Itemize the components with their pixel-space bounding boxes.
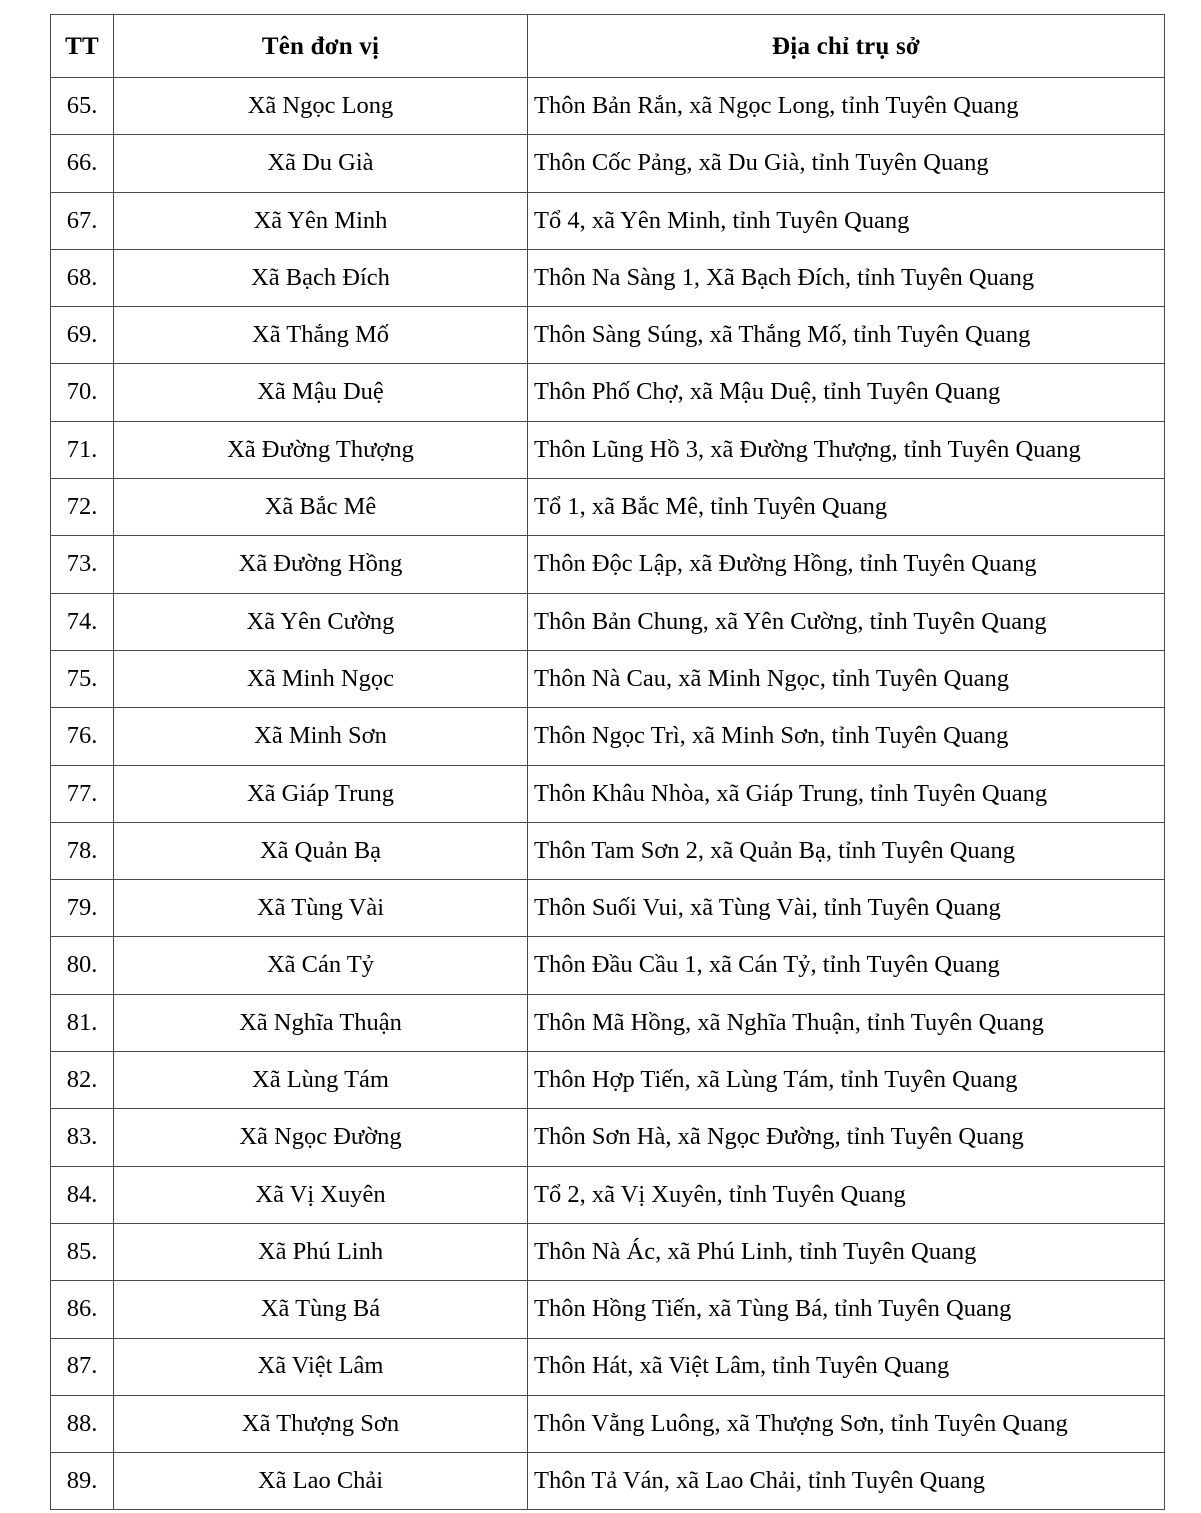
unit-name-cell: Xã Minh Sơn bbox=[114, 708, 528, 765]
row-index-cell: 85. bbox=[51, 1223, 114, 1280]
unit-address-cell: Thôn Hợp Tiến, xã Lùng Tám, tỉnh Tuyên Quang bbox=[528, 1052, 1165, 1109]
row-index-cell: 77. bbox=[51, 765, 114, 822]
unit-address-cell: Thôn Cốc Pảng, xã Du Già, tỉnh Tuyên Quang bbox=[528, 135, 1165, 192]
table-row bbox=[51, 650, 1165, 707]
table-row bbox=[51, 479, 1165, 536]
unit-address-cell: Thôn Sàng Súng, xã Thắng Mố, tỉnh Tuyên Quang bbox=[528, 307, 1165, 364]
unit-address-cell: Thôn Đầu Cầu 1, xã Cán Tỷ, tỉnh Tuyên Quang bbox=[528, 937, 1165, 994]
column-header-name: Tên đơn vị bbox=[114, 15, 528, 78]
unit-address-cell: Tổ 2, xã Vị Xuyên, tỉnh Tuyên Quang bbox=[528, 1166, 1165, 1223]
table-row bbox=[51, 1453, 1165, 1510]
table-row bbox=[51, 1395, 1165, 1452]
unit-address-cell: Thôn Lũng Hồ 3, xã Đường Thượng, tỉnh Tuyên Quang bbox=[528, 421, 1165, 478]
unit-name-cell: Xã Ngọc Đường bbox=[114, 1109, 528, 1166]
unit-name-cell: Xã Đường Thượng bbox=[114, 421, 528, 478]
row-index-cell: 87. bbox=[51, 1338, 114, 1395]
unit-address-cell: Thôn Na Sàng 1, Xã Bạch Đích, tỉnh Tuyên Quang bbox=[528, 249, 1165, 306]
administrative-units-table bbox=[50, 14, 1165, 1510]
unit-address-cell: Thôn Ngọc Trì, xã Minh Sơn, tỉnh Tuyên Quang bbox=[528, 708, 1165, 765]
unit-name-cell: Xã Lao Chải bbox=[114, 1453, 528, 1510]
table-row bbox=[51, 307, 1165, 364]
table-row bbox=[51, 937, 1165, 994]
table-header bbox=[51, 15, 1165, 78]
unit-name-cell: Xã Thắng Mố bbox=[114, 307, 528, 364]
column-header-tt: TT bbox=[51, 15, 114, 78]
unit-address-cell: Thôn Khâu Nhòa, xã Giáp Trung, tỉnh Tuyên Quang bbox=[528, 765, 1165, 822]
row-index-cell: 83. bbox=[51, 1109, 114, 1166]
unit-address-cell: Thôn Tả Ván, xã Lao Chải, tỉnh Tuyên Quang bbox=[528, 1453, 1165, 1510]
unit-address-cell: Thôn Hồng Tiến, xã Tùng Bá, tỉnh Tuyên Quang bbox=[528, 1281, 1165, 1338]
table-row bbox=[51, 135, 1165, 192]
unit-name-cell: Xã Vị Xuyên bbox=[114, 1166, 528, 1223]
table-row bbox=[51, 249, 1165, 306]
table-row bbox=[51, 708, 1165, 765]
row-index-cell: 68. bbox=[51, 249, 114, 306]
table-row bbox=[51, 593, 1165, 650]
unit-address-cell: Thôn Độc Lập, xã Đường Hồng, tỉnh Tuyên Quang bbox=[528, 536, 1165, 593]
unit-name-cell: Xã Tùng Vài bbox=[114, 880, 528, 937]
table-body bbox=[51, 78, 1165, 1510]
row-index-cell: 66. bbox=[51, 135, 114, 192]
unit-address-cell: Thôn Nà Ác, xã Phú Linh, tỉnh Tuyên Quang bbox=[528, 1223, 1165, 1280]
row-index-cell: 76. bbox=[51, 708, 114, 765]
row-index-cell: 67. bbox=[51, 192, 114, 249]
row-index-cell: 71. bbox=[51, 421, 114, 478]
row-index-cell: 65. bbox=[51, 78, 114, 135]
unit-name-cell: Xã Du Già bbox=[114, 135, 528, 192]
table-row bbox=[51, 1281, 1165, 1338]
row-index-cell: 84. bbox=[51, 1166, 114, 1223]
table-row bbox=[51, 1166, 1165, 1223]
table-row bbox=[51, 421, 1165, 478]
row-index-cell: 73. bbox=[51, 536, 114, 593]
unit-name-cell: Xã Ngọc Long bbox=[114, 78, 528, 135]
unit-address-cell: Tổ 1, xã Bắc Mê, tỉnh Tuyên Quang bbox=[528, 479, 1165, 536]
unit-name-cell: Xã Đường Hồng bbox=[114, 536, 528, 593]
table-row bbox=[51, 994, 1165, 1051]
unit-address-cell: Thôn Bản Rắn, xã Ngọc Long, tỉnh Tuyên Quang bbox=[528, 78, 1165, 135]
unit-name-cell: Xã Cán Tỷ bbox=[114, 937, 528, 994]
unit-name-cell: Xã Bạch Đích bbox=[114, 249, 528, 306]
row-index-cell: 72. bbox=[51, 479, 114, 536]
unit-address-cell: Thôn Phố Chợ, xã Mậu Duệ, tỉnh Tuyên Quang bbox=[528, 364, 1165, 421]
unit-name-cell: Xã Phú Linh bbox=[114, 1223, 528, 1280]
unit-address-cell: Thôn Sơn Hà, xã Ngọc Đường, tỉnh Tuyên Quang bbox=[528, 1109, 1165, 1166]
unit-name-cell: Xã Thượng Sơn bbox=[114, 1395, 528, 1452]
unit-name-cell: Xã Mậu Duệ bbox=[114, 364, 528, 421]
unit-name-cell: Xã Lùng Tám bbox=[114, 1052, 528, 1109]
unit-name-cell: Xã Tùng Bá bbox=[114, 1281, 528, 1338]
table-row bbox=[51, 1052, 1165, 1109]
table-row bbox=[51, 364, 1165, 421]
row-index-cell: 86. bbox=[51, 1281, 114, 1338]
table-row bbox=[51, 880, 1165, 937]
table-row bbox=[51, 822, 1165, 879]
row-index-cell: 80. bbox=[51, 937, 114, 994]
table-row bbox=[51, 78, 1165, 135]
row-index-cell: 75. bbox=[51, 650, 114, 707]
unit-address-cell: Thôn Nà Cau, xã Minh Ngọc, tỉnh Tuyên Quang bbox=[528, 650, 1165, 707]
table-row bbox=[51, 1223, 1165, 1280]
row-index-cell: 74. bbox=[51, 593, 114, 650]
unit-name-cell: Xã Nghĩa Thuận bbox=[114, 994, 528, 1051]
unit-name-cell: Xã Bắc Mê bbox=[114, 479, 528, 536]
unit-address-cell: Tổ 4, xã Yên Minh, tỉnh Tuyên Quang bbox=[528, 192, 1165, 249]
unit-name-cell: Xã Yên Cường bbox=[114, 593, 528, 650]
table-row bbox=[51, 765, 1165, 822]
unit-address-cell: Thôn Tam Sơn 2, xã Quản Bạ, tỉnh Tuyên Quang bbox=[528, 822, 1165, 879]
table-row bbox=[51, 536, 1165, 593]
row-index-cell: 70. bbox=[51, 364, 114, 421]
table-row bbox=[51, 1338, 1165, 1395]
unit-name-cell: Xã Yên Minh bbox=[114, 192, 528, 249]
unit-name-cell: Xã Quản Bạ bbox=[114, 822, 528, 879]
column-header-address: Địa chỉ trụ sở bbox=[528, 15, 1165, 78]
row-index-cell: 69. bbox=[51, 307, 114, 364]
table-row bbox=[51, 1109, 1165, 1166]
table-row bbox=[51, 192, 1165, 249]
row-index-cell: 88. bbox=[51, 1395, 114, 1452]
unit-address-cell: Thôn Hát, xã Việt Lâm, tỉnh Tuyên Quang bbox=[528, 1338, 1165, 1395]
unit-address-cell: Thôn Vằng Luông, xã Thượng Sơn, tỉnh Tuyên Quang bbox=[528, 1395, 1165, 1452]
table-header-row bbox=[51, 15, 1165, 78]
row-index-cell: 81. bbox=[51, 994, 114, 1051]
unit-name-cell: Xã Việt Lâm bbox=[114, 1338, 528, 1395]
row-index-cell: 79. bbox=[51, 880, 114, 937]
row-index-cell: 89. bbox=[51, 1453, 114, 1510]
unit-address-cell: Thôn Suối Vui, xã Tùng Vài, tỉnh Tuyên Quang bbox=[528, 880, 1165, 937]
unit-name-cell: Xã Minh Ngọc bbox=[114, 650, 528, 707]
unit-address-cell: Thôn Mã Hồng, xã Nghĩa Thuận, tỉnh Tuyên Quang bbox=[528, 994, 1165, 1051]
unit-name-cell: Xã Giáp Trung bbox=[114, 765, 528, 822]
row-index-cell: 78. bbox=[51, 822, 114, 879]
row-index-cell: 82. bbox=[51, 1052, 114, 1109]
unit-address-cell: Thôn Bản Chung, xã Yên Cường, tỉnh Tuyên Quang bbox=[528, 593, 1165, 650]
